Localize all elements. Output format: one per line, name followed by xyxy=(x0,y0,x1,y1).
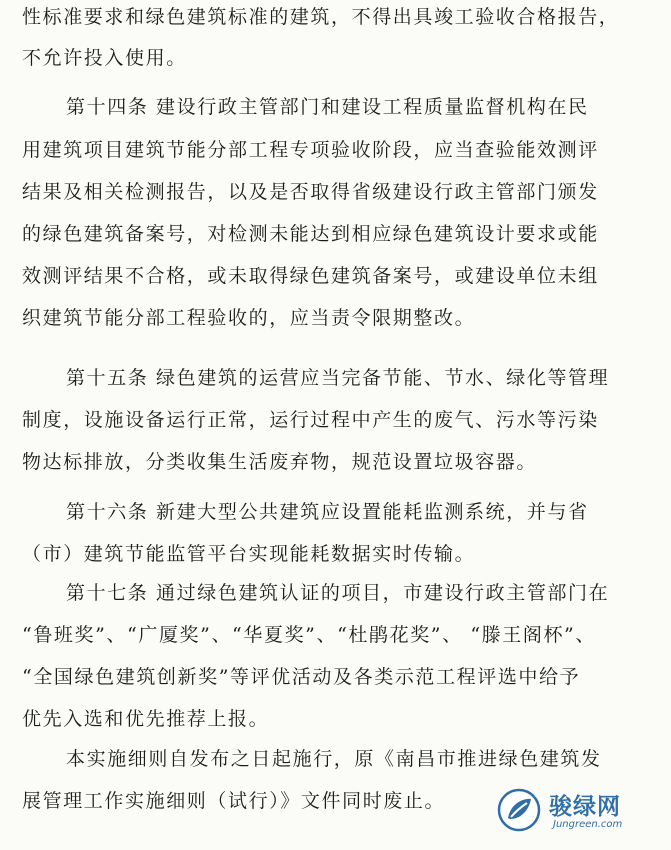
effective-date-line: 本实施细则自发布之日起施行，原《南昌市推进绿色建筑发 xyxy=(66,748,602,770)
article-15-heading-line: 第十五条 绿色建筑的运营应当完备节能、节水、绿化等管理 xyxy=(66,367,610,389)
text-line: 性标准要求和绿色建筑标准的建筑，不得出具竣工验收合格报告， xyxy=(22,6,620,28)
text-line: 结果及相关检测报告，以及是否取得省级建设行政主管部门颁发 xyxy=(22,181,599,203)
text-line: （市）建筑节能监管平台实现能耗数据实时传输。 xyxy=(22,543,476,565)
text-line: “鲁班奖”、“广厦奖”、“华夏奖”、“杜鹃花奖”、 “滕王阁杯”、 xyxy=(22,624,596,646)
text-line: 展管理工作实施细则（试行）》文件同时废止。 xyxy=(22,790,446,812)
article-16-heading-line: 第十六条 新建大型公共建筑应设置能耗监测系统，并与省 xyxy=(66,501,589,523)
text-line: 效测评结果不合格，或未取得绿色建筑备案号，或建设单位未组 xyxy=(22,265,599,287)
watermark-logo xyxy=(497,784,653,838)
text-line: 用建筑项目建筑节能分部工程专项验收阶段，应当查验能效测评 xyxy=(22,139,599,161)
article-14-heading-line: 第十四条 建设行政主管部门和建设工程质量监督机构在民 xyxy=(66,96,589,118)
watermark-url: Jungreen.com xyxy=(553,819,623,830)
watermark-name: 骏绿网 xyxy=(549,794,621,820)
text-line: 不允许投入使用。 xyxy=(22,47,187,69)
text-line: 的绿色建筑备案号，对检测未能达到相应绿色建筑设计要求或能 xyxy=(22,223,599,245)
text-line: 物达标排放，分类收集生活废弃物，规范设置垃圾容器。 xyxy=(22,451,538,473)
text-line: 优先入选和优先推荐上报。 xyxy=(22,708,270,730)
text-line: 制度，设施设备运行正常，运行过程中产生的废气、污水等污染 xyxy=(22,409,599,431)
text-line: 织建筑节能分部工程验收的，应当责令限期整改。 xyxy=(22,307,476,329)
article-17-heading-line: 第十七条 通过绿色建筑认证的项目，市建设行政主管部门在 xyxy=(66,582,610,604)
text-line: “全国绿色建筑创新奖”等评优活动及各类示范工程评选中给予 xyxy=(22,666,581,688)
leaf-logo-icon xyxy=(497,788,541,832)
